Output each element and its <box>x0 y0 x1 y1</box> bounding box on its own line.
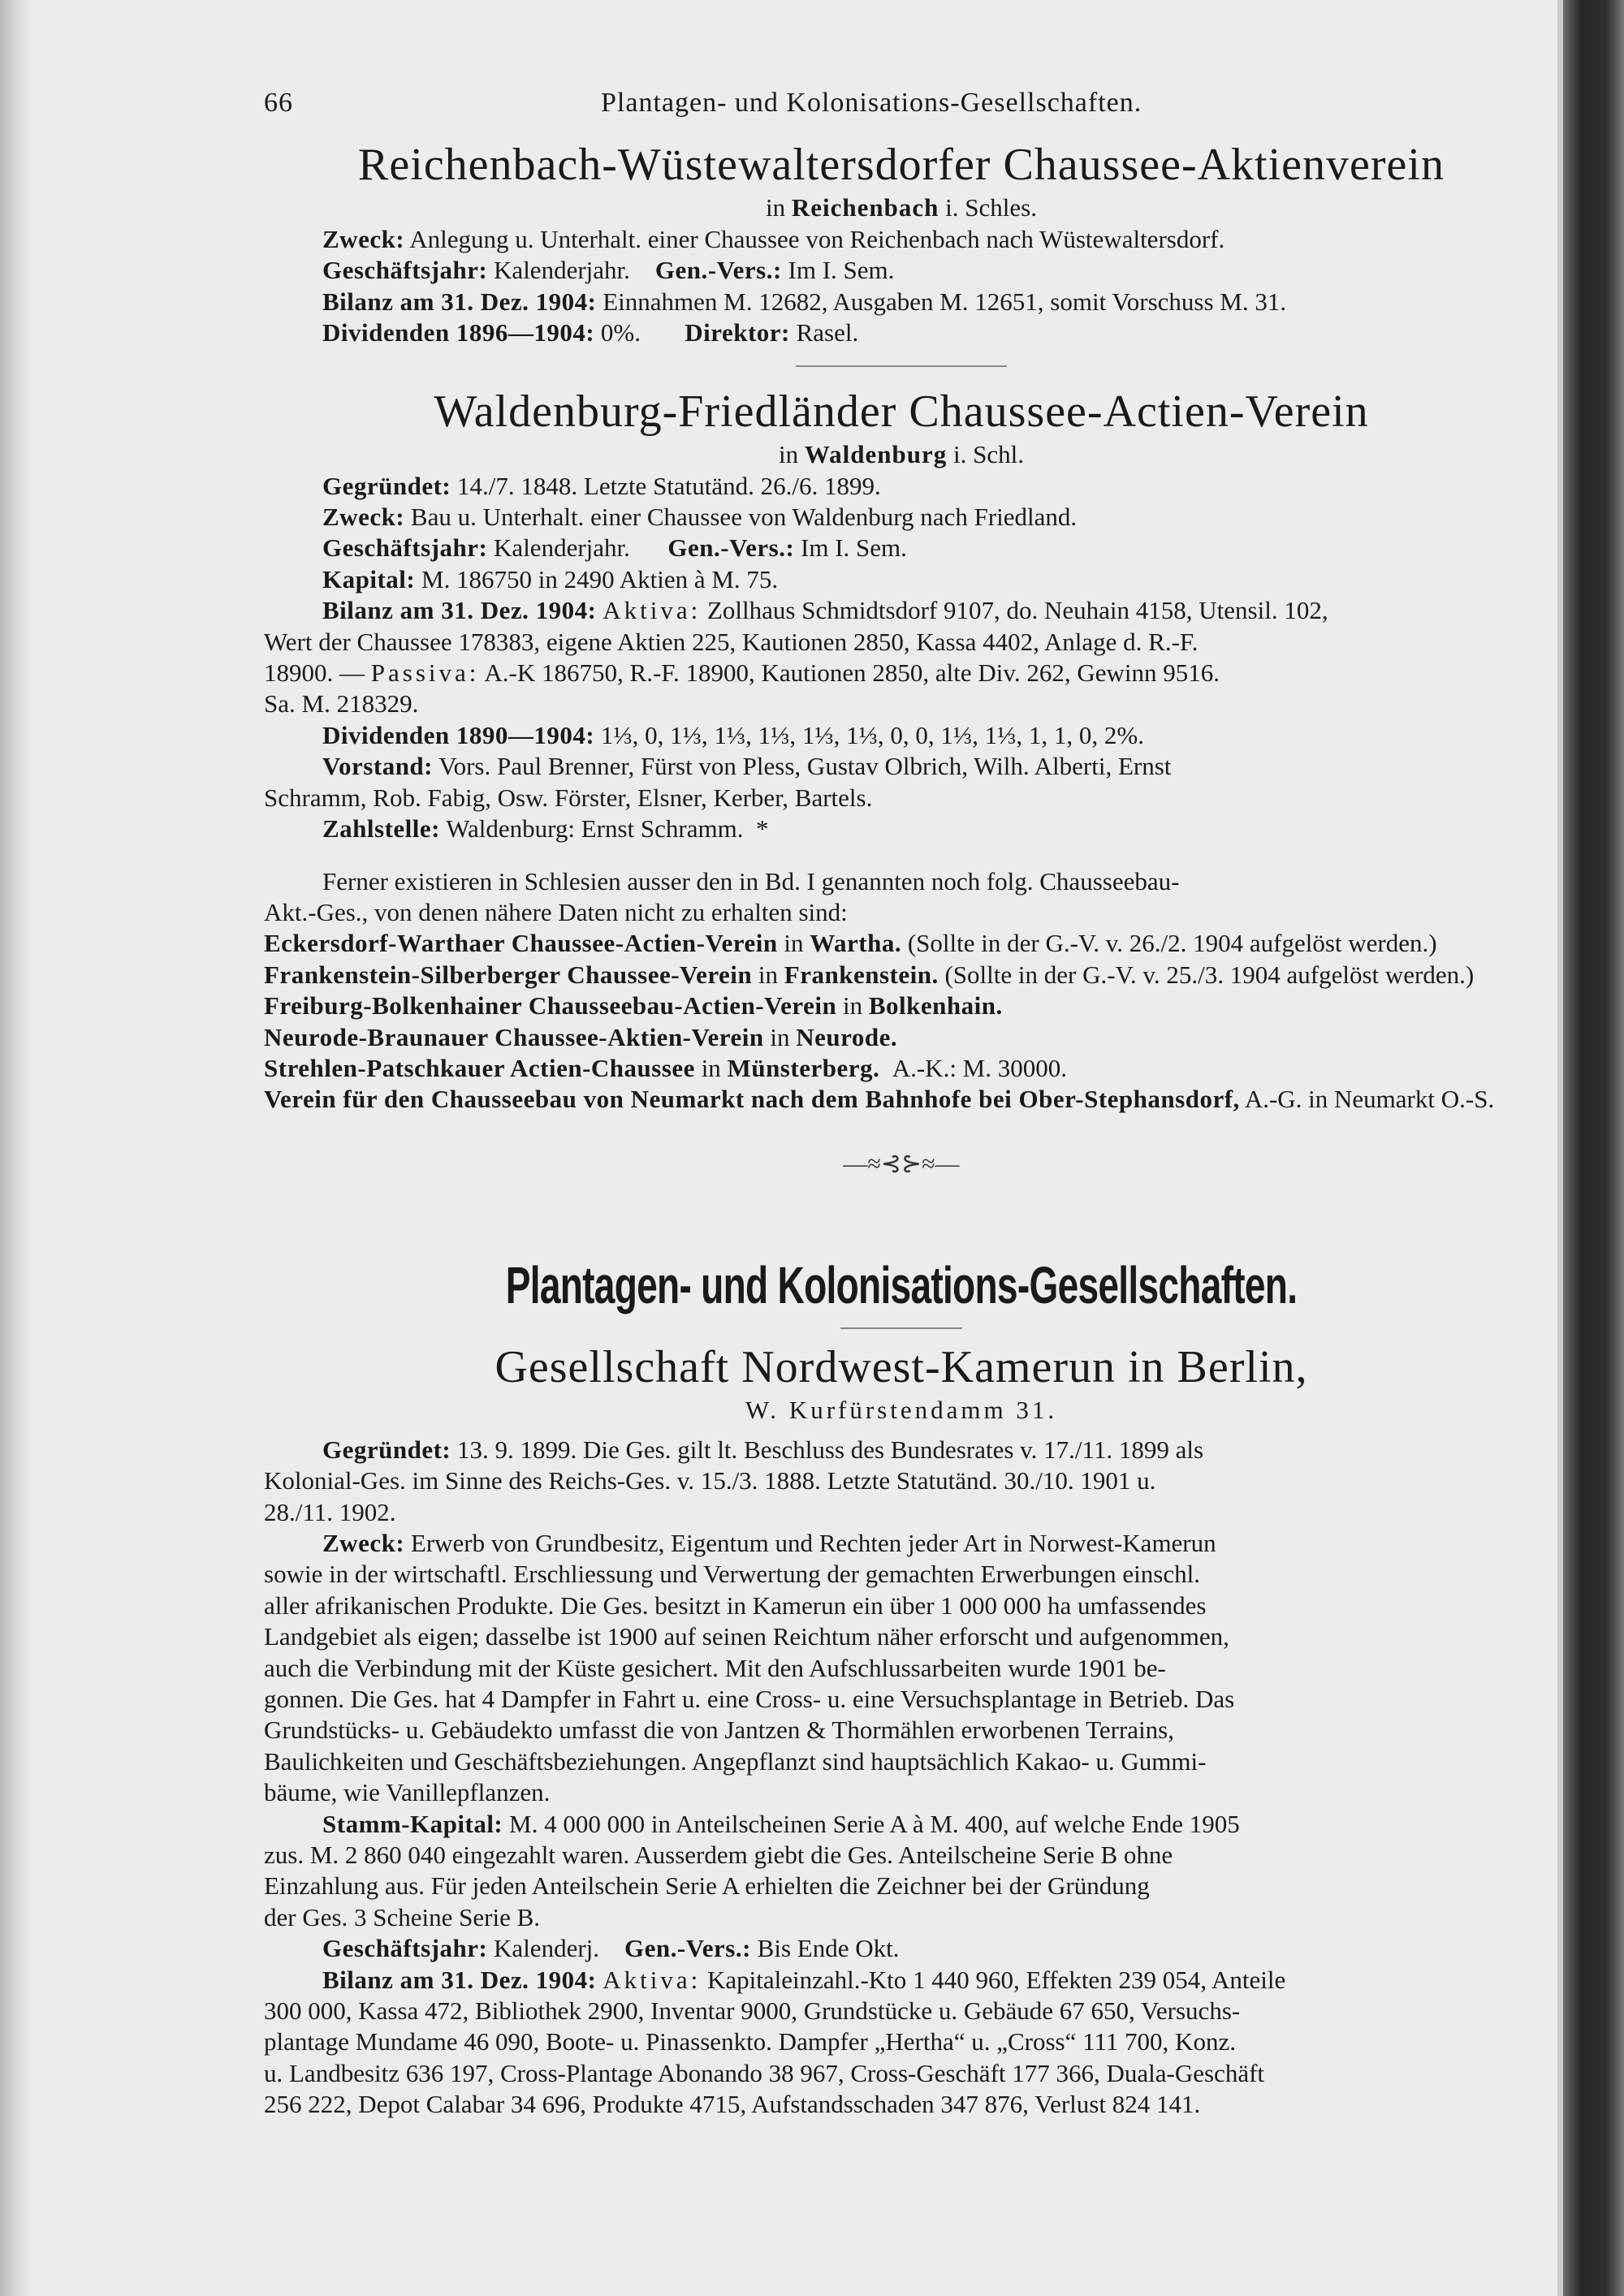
field-text: Anlegung u. Unterhalt. einer Chaussee von Reichenbach nach Wüstewaltersdorf. <box>409 225 1225 253</box>
bilanz-continuation: plantage Mundame 46 090, Boote- u. Pinassenkto. Dampfer „Hertha“ u. „Cross“ 111 700, Konz. <box>264 2027 1236 2056</box>
aktiva-label: Aktiva: <box>603 596 702 625</box>
field-text: Zollhaus Schmidtsdorf 9107, do. Neuhain 4158, Utensil. 102, <box>706 596 1328 625</box>
stammkapital-continuation: der Ges. 3 Scheine Serie B. <box>264 1902 541 1931</box>
company-note: (Sollte in der G.-V. v. 26./2. 1904 aufgelöst werden.) <box>907 929 1437 958</box>
ferner-intro: Ferner existieren in Schlesien ausser den in Bd. I genannten noch folg. Chausseebau- <box>322 866 1180 896</box>
company-note: A.-G. in Neumarkt O.-S. <box>1244 1085 1495 1114</box>
bilanz-continuation: u. Landbesitz 636 197, Cross-Plantage Abonando 38 967, Cross-Geschäft 177 366, Duala-Geschäft <box>264 2058 1265 2087</box>
zweck-line <box>264 502 1539 533</box>
field-text: 18900. — <box>264 658 365 688</box>
field-label: Zweck: <box>322 503 405 532</box>
entry-waldenburg <box>264 385 1539 845</box>
field-label: Kapital: <box>322 564 416 593</box>
company-name: Verein für den Chausseebau von Neumarkt nach dem Bahnhofe bei Ober-Stephansdorf, <box>264 1085 1240 1114</box>
entry-title: Reichenbach-Wüstewaltersdorfer Chaussee-Aktienverein <box>358 140 1445 190</box>
geschaeftsjahr-line <box>264 1933 1539 1964</box>
zweck-line <box>264 1528 1539 1559</box>
field-text: Kalenderjahr. <box>494 256 630 285</box>
company-name: Strehlen-Patschkauer Actien-Chaussee <box>264 1053 695 1082</box>
field-label: Vorstand: <box>322 752 433 781</box>
field-label: Zweck: <box>322 1528 405 1557</box>
entry-location <box>264 438 1539 471</box>
entry-title: Gesellschaft Nordwest-Kamerun in Berlin, <box>495 1341 1308 1392</box>
field-label: Direktor: <box>685 318 790 347</box>
aktiva-label: Aktiva: <box>603 1965 702 1994</box>
running-title: Plantagen- und Kolonisations-Gesellschaften. <box>601 88 1142 118</box>
zweck-continuation: bäume, wie Vanillepflanzen. <box>264 1778 551 1807</box>
field-label: Gen.-Vers.: <box>654 256 782 285</box>
location-city: Reichenbach <box>791 193 939 222</box>
field-text: Im I. Sem. <box>801 533 907 563</box>
company-city: Münsterberg. <box>727 1053 880 1082</box>
asterisk: * <box>755 814 769 844</box>
list-item <box>264 960 1539 990</box>
bilanz-total: Sa. M. 218329. <box>264 689 419 719</box>
zweck-continuation: aller afrikanischen Produkte. Die Ges. besitzt in Kamerun ein über 1 000 000 ha umfassendes <box>264 1590 1207 1620</box>
field-text: Im I. Sem. <box>788 256 895 285</box>
field-label: Dividenden 1896—1904: <box>322 318 595 347</box>
field-text: A.-K 186750, R.-F. 18900, Kautionen 2850, alte Div. 262, Gewinn 9516. <box>484 658 1220 688</box>
dividenden-line <box>264 317 1539 348</box>
gegruendet-continuation: 28./11. 1902. <box>264 1497 396 1526</box>
location-suffix: i. Schl. <box>953 439 1024 468</box>
field-label: Bilanz am 31. Dez. 1904: <box>322 596 597 625</box>
separator-rule <box>796 365 1007 367</box>
vorstand-line <box>264 751 1539 782</box>
list-item <box>264 1022 1539 1053</box>
separator-rule <box>840 1327 962 1329</box>
entry-nordwest-kamerun <box>264 1340 1539 2121</box>
connector: in <box>701 1053 721 1082</box>
bilanz-continuation <box>264 658 1539 688</box>
gegruendet-line <box>264 471 1539 502</box>
field-text: M. 186750 in 2490 Aktien à M. 75. <box>421 564 779 593</box>
field-label: Zahlstelle: <box>322 814 440 844</box>
location-city: Waldenburg <box>804 439 948 468</box>
kapital-line <box>264 564 1539 595</box>
company-name: Frankenstein-Silberberger Chaussee-Verein <box>264 960 753 989</box>
company-name: Freiburg-Bolkenhainer Chausseebau-Actien-Verein <box>264 991 837 1021</box>
entry-address: W. Kurfürstendamm 31. <box>745 1395 1058 1424</box>
ferner-intro-continuation: Akt.-Ges., von denen nähere Daten nicht zu erhalten sind: <box>264 897 848 926</box>
entry-title: Waldenburg-Friedländer Chaussee-Actien-Verein <box>434 386 1369 437</box>
field-text: Kapitaleinzahl.-Kto 1 440 960, Effekten 239 054, Anteile <box>706 1965 1286 1994</box>
field-text: Waldenburg: Ernst Schramm. <box>446 814 744 844</box>
company-city: Neurode. <box>796 1022 898 1051</box>
zweck-continuation: sowie in der wirtschaftl. Erschliessung und Verwertung der gemachten Erwerbungen einschl. <box>264 1560 1200 1589</box>
field-label: Gegründet: <box>322 471 451 500</box>
location-suffix: i. Schles. <box>945 193 1037 222</box>
ferner-block <box>264 866 1539 1116</box>
connector: in <box>758 960 779 989</box>
ornament-divider: —≈⊰⊱≈— <box>843 1150 960 1177</box>
zahlstelle-line <box>264 814 1539 844</box>
location-prefix: in <box>779 439 799 468</box>
field-label: Gen.-Vers.: <box>624 1934 751 1963</box>
field-label: Geschäftsjahr: <box>322 1934 488 1963</box>
connector: in <box>784 929 804 958</box>
bilanz-line <box>264 287 1539 317</box>
zweck-continuation: Baulichkeiten und Geschäftsbeziehungen. Angepflanzt sind hauptsächlich Kakao- u. Gummi- <box>264 1746 1207 1776</box>
field-text: Vors. Paul Brenner, Fürst von Pless, Gustav Olbrich, Wilh. Alberti, Ernst <box>438 752 1172 781</box>
field-label: Dividenden 1890—1904: <box>322 720 595 749</box>
bilanz-line <box>264 595 1539 626</box>
company-city: Bolkenhain. <box>868 991 1003 1021</box>
page-left-edge <box>0 0 32 2296</box>
page-number: 66 <box>264 88 293 118</box>
list-item <box>264 1053 1539 1084</box>
zweck-continuation: Landgebiet als eigen; dasselbe ist 1900 auf seinen Reichtum näher erforscht und aufgenommen, <box>264 1622 1229 1651</box>
list-item <box>264 1084 1539 1115</box>
field-text: Einnahmen M. 12682, Ausgaben M. 12651, somit Vorschuss M. 31. <box>603 287 1287 316</box>
list-item <box>264 928 1539 959</box>
field-label: Gen.-Vers.: <box>667 533 795 563</box>
bilanz-continuation: Wert der Chaussee 178383, eigene Aktien 225, Kautionen 2850, Kassa 4402, Anlage d. R.-F. <box>264 627 1199 656</box>
bilanz-continuation: 300 000, Kassa 472, Bibliothek 2900, Inventar 9000, Grundstücke u. Gebäude 67 650, Versuchs- <box>264 1996 1241 2026</box>
passiva-label: Passiva: <box>370 658 480 688</box>
field-label: Gegründet: <box>322 1435 451 1464</box>
zweck-continuation: auch die Verbindung mit der Küste gesichert. Mit den Aufschlussarbeiten wurde 1901 be- <box>264 1653 1166 1682</box>
page-body <box>264 88 1539 2121</box>
geschaeftsjahr-line <box>264 533 1539 563</box>
connector: in <box>770 1022 790 1051</box>
field-text: 14./7. 1848. Letzte Statutänd. 26./6. 1899. <box>457 471 881 500</box>
field-label: Bilanz am 31. Dez. 1904: <box>322 287 597 316</box>
field-text: Kalenderj. <box>494 1934 600 1963</box>
company-city: Frankenstein. <box>784 960 939 989</box>
list-item <box>264 990 1539 1021</box>
location-prefix: in <box>766 193 786 222</box>
company-name: Neurode-Braunauer Chaussee-Aktien-Verein <box>264 1022 764 1051</box>
field-text: 1⅓, 0, 1⅓, 1⅓, 1⅓, 1⅓, 1⅓, 0, 0, 1⅓, 1⅓, 1, 1, 0, 2%. <box>600 720 1144 749</box>
stammkapital-continuation: zus. M. 2 860 040 eingezahlt waren. Ausserdem giebt die Ges. Anteilscheine Serie B ohne <box>264 1841 1173 1870</box>
gegruendet-line <box>264 1435 1539 1465</box>
entry-location <box>264 192 1539 224</box>
field-label: Geschäftsjahr: <box>322 256 488 285</box>
dividenden-line <box>264 720 1539 751</box>
stammkapital-line <box>264 1809 1539 1840</box>
field-label: Geschäftsjahr: <box>322 533 488 563</box>
field-text: Kalenderjahr. <box>494 533 630 563</box>
gegruendet-continuation: Kolonial-Ges. im Sinne des Reichs-Ges. v. 15./3. 1888. Letzte Statutänd. 30./10. 1901 u. <box>264 1466 1156 1495</box>
field-label: Bilanz am 31. Dez. 1904: <box>322 1965 597 1994</box>
field-text: Bis Ende Okt. <box>757 1934 900 1963</box>
company-note: (Sollte in der G.-V. v. 25./3. 1904 aufgelöst werden.) <box>944 960 1475 989</box>
field-text: 0%. <box>600 318 641 347</box>
entry-reichenbach <box>264 138 1539 349</box>
book-spine-shadow <box>1563 0 1624 2296</box>
spine-highlight <box>1557 0 1563 2296</box>
bilanz-continuation: 256 222, Depot Calabar 34 696, Produkte 4715, Aufstandsschaden 347 876, Verlust 824 141. <box>264 2090 1201 2119</box>
company-city: Wartha. <box>810 929 902 958</box>
field-text: Erwerb von Grundbesitz, Eigentum und Rechten jeder Art in Norwest-Kamerun <box>410 1528 1216 1557</box>
zweck-continuation: Grundstücks- u. Gebäudekto umfasst die von Jantzen & Thormählen erworbenen Terrains, <box>264 1716 1174 1745</box>
company-note: A.-K.: M. 30000. <box>892 1053 1067 1082</box>
zweck-line <box>264 224 1539 255</box>
stammkapital-continuation: Einzahlung aus. Für jeden Anteilschein Serie A erhielten die Zeichner bei der Gründung <box>264 1871 1150 1901</box>
field-label: Stamm-Kapital: <box>322 1809 503 1838</box>
geschaeftsjahr-line <box>264 255 1539 286</box>
running-header <box>264 88 1539 130</box>
zweck-continuation: gonnen. Die Ges. hat 4 Dampfer in Fahrt u. eine Cross- u. eine Versuchsplantage in Betrieb. Das <box>264 1685 1235 1713</box>
field-label: Zweck: <box>322 225 405 253</box>
company-name: Eckersdorf-Warthaer Chaussee-Actien-Verein <box>264 929 778 958</box>
field-text: M. 4 000 000 in Anteilscheinen Serie A à M. 400, auf welche Ende 1905 <box>509 1809 1240 1838</box>
field-text: Bau u. Unterhalt. einer Chaussee von Waldenburg nach Friedland. <box>410 503 1078 532</box>
field-text: 13. 9. 1899. Die Ges. gilt lt. Beschluss des Bundesrates v. 17./11. 1899 als <box>457 1435 1204 1464</box>
bilanz-line <box>264 1965 1539 1996</box>
vorstand-continuation: Schramm, Rob. Fabig, Osw. Förster, Elsner, Kerber, Bartels. <box>264 783 873 812</box>
connector: in <box>843 991 863 1021</box>
field-text: Rasel. <box>796 318 859 347</box>
section-heading: Plantagen- und Kolonisations-Gesellschaften. <box>505 1255 1298 1314</box>
